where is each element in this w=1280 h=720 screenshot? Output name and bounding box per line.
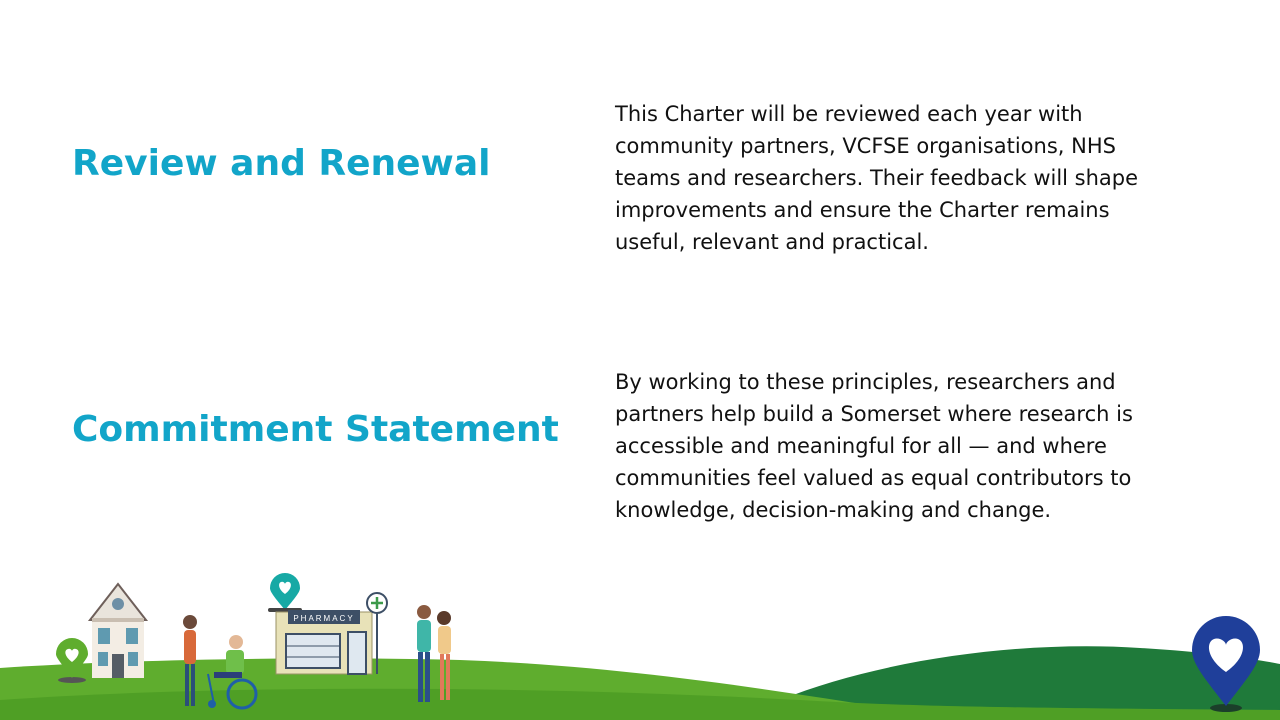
section-body-commitment-statement: By working to these principles, researchers and partners help build a Somerset where research is accessible and meaningful for all — and where communities feel valued as equal contributors to knowledge, decision-making and change.	[615, 370, 1133, 522]
house-icon	[90, 584, 146, 678]
section-heading-review-renewal: Review and Renewal	[72, 143, 491, 184]
location-heart-icon	[268, 573, 302, 612]
pharmacy-sign: PHARMACY	[293, 614, 355, 623]
section-heading-commitment-statement: Commitment Statement	[72, 409, 559, 450]
section-body-review-renewal: This Charter will be reviewed each year with community partners, VCFSE organisations, NHS teams and researchers. Their feedback will shape improvements and ensure the Charter remains useful, relevant and practical.	[615, 102, 1139, 254]
community-illustration	[0, 560, 1280, 720]
pharmacy-icon	[276, 610, 372, 674]
